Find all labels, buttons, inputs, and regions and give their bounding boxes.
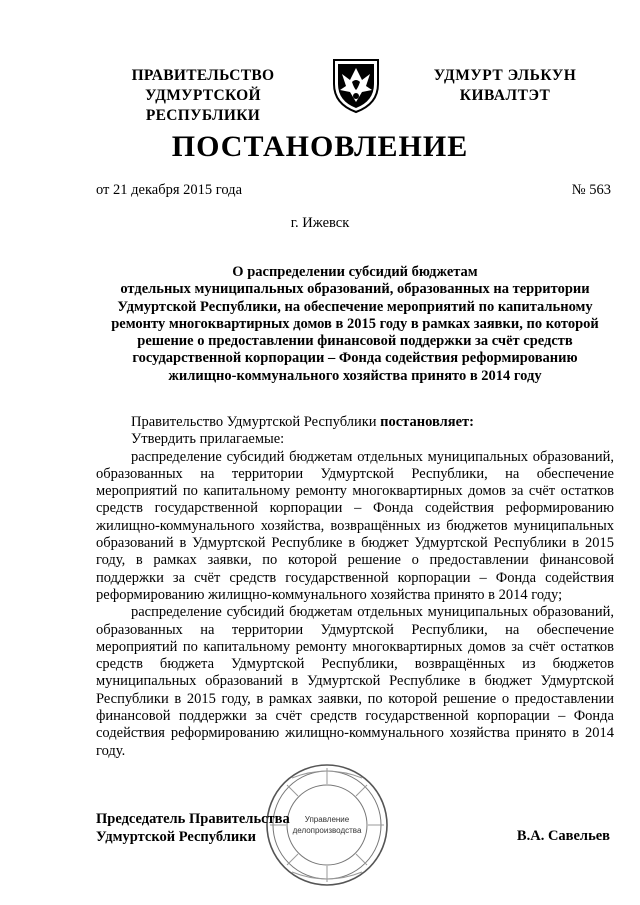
body-approve: Утвердить прилагаемые: bbox=[131, 431, 285, 448]
body-item-1: распределение субсидий бюджетам отдельных муниципальных образований, образованных на территории Удмуртской Республики, на обеспечение мероприятий по капитальному ремонту многоквартирных домов за счёт остатков средств государственной корпорации – Фонда содействия реформированию жилищно-коммунального хозяйства, возвращённых из бюджетов муниципальных образований в Удмуртской Республике в бюджет Удмуртской Республики в 2015 году, в рамках заявки, по которой решение о предоставлении финансовой поддержки за счёт средств государственной корпорации – Фонда содействия реформированию жилищно-коммунального хозяйства принято в 2014 году; bbox=[96, 448, 614, 603]
subject-line: государственной корпорации – Фонда содействия реформированию bbox=[132, 350, 578, 367]
subject-line: О распределении субсидий бюджетам bbox=[232, 264, 478, 280]
body-intro bbox=[96, 414, 614, 431]
stamp-text-line1: Управление bbox=[304, 815, 350, 824]
document-title: ПОСТАНОВЛЕНИЕ bbox=[171, 130, 469, 163]
header-right-line1: УДМУРТ ЭЛЬКУН bbox=[433, 67, 577, 84]
signatory-position-line2: Удмуртской Республики bbox=[96, 829, 256, 845]
subject-line: решение о предоставлении финансовой поддержки за счёт средств bbox=[137, 333, 573, 350]
body-item-2: распределение субсидий бюджетам отдельных муниципальных образований, образованных на территории Удмуртской Республики, на обеспечение мероприятий по капитальному ремонту многоквартирных домов за счёт остатков средств бюджета Удмуртской Республики, возвращённых из бюджетов муниципальных образований в Удмуртской Республике в бюджет Удмуртской Республики в 2015 году, в рамках заявки, по которой решение о предоставлении финансовой поддержки за счёт средств государственной корпорации – Фонда содействия реформированию жилищно-коммунального хозяйства принято в 2014 году. bbox=[96, 604, 614, 759]
subject-line: ремонту многоквартирных домов в 2015 году в рамках заявки, по которой bbox=[111, 315, 599, 332]
signatory-name: В.А. Савельев bbox=[516, 828, 610, 844]
subject-line: Удмуртской Республики, на обеспечение мероприятий по капитальному bbox=[117, 298, 593, 315]
intro-text: Правительство Удмуртской Республики bbox=[131, 414, 381, 430]
document-city: г. Ижевск bbox=[290, 215, 350, 231]
header-left-line1: ПРАВИТЕЛЬСТВО bbox=[131, 67, 275, 84]
subject-line: жилищно-коммунального хозяйства принято в 2014 году bbox=[168, 367, 542, 384]
subject-line: отдельных муниципальных образований, образованных на территории bbox=[120, 281, 590, 298]
header-left-line2: УДМУРТСКОЙ РЕСПУБЛИКИ bbox=[145, 87, 261, 124]
stamp-text-line2: делопроизводства bbox=[292, 826, 362, 835]
signatory-position bbox=[96, 810, 290, 846]
document-number: № 563 bbox=[571, 182, 611, 198]
document-date: от 21 декабря 2015 года bbox=[96, 182, 242, 198]
document-body bbox=[96, 414, 614, 760]
header-russian bbox=[88, 66, 318, 126]
intro-decree-word: постановляет: bbox=[380, 414, 474, 430]
udmurt-coat-of-arms-icon bbox=[330, 56, 382, 114]
header-right-line2: КИВАЛТЭТ bbox=[459, 87, 551, 104]
signatory-position-line1: Председатель Правительства bbox=[96, 811, 290, 827]
header-udmurt bbox=[430, 66, 580, 106]
document-subject bbox=[96, 264, 614, 385]
